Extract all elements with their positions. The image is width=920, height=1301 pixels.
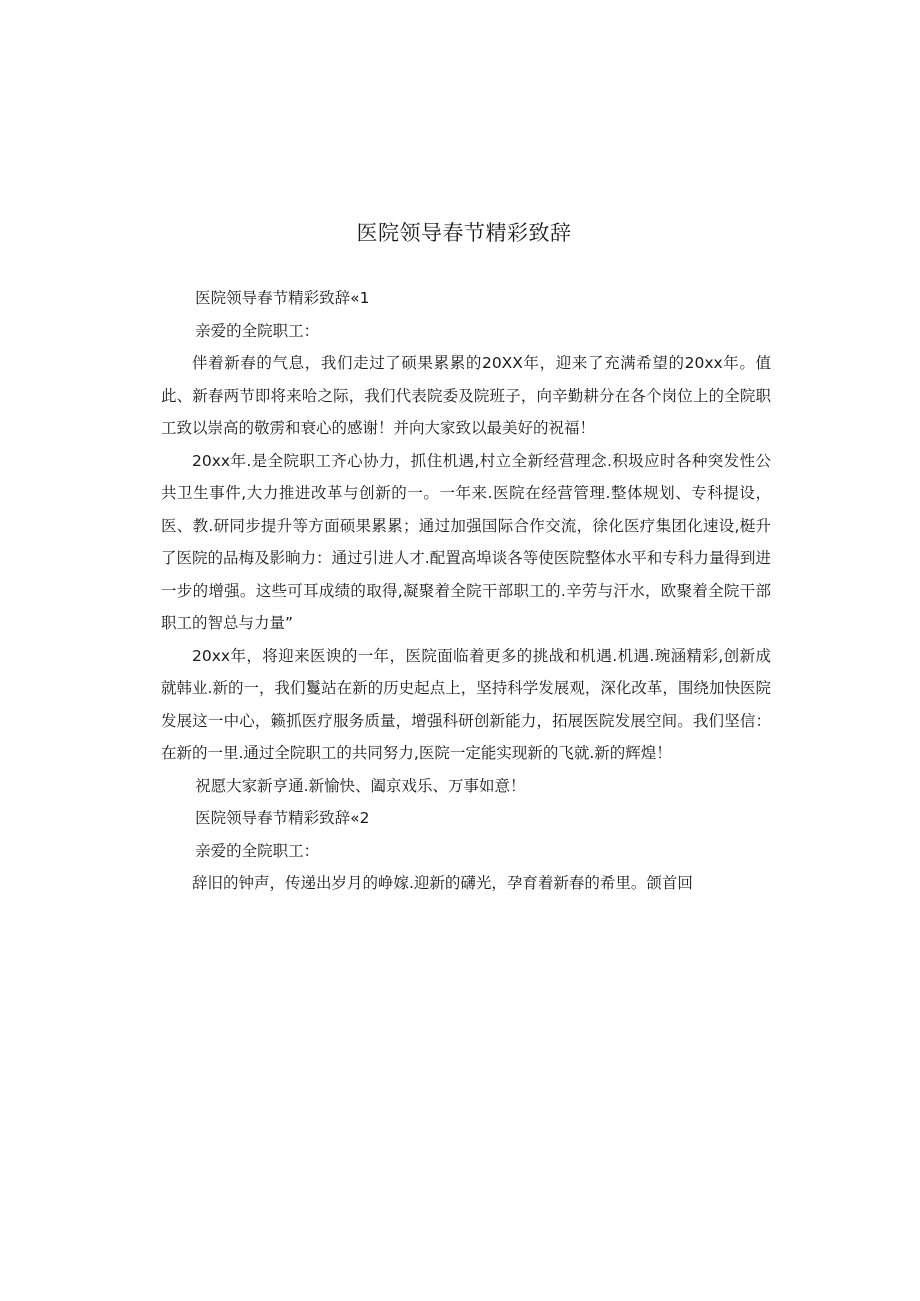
salutation-2: 亲爱的全院职工： <box>195 841 320 860</box>
salutation-1: 亲爱的全院职工： <box>195 321 320 340</box>
closing-wish: 祝愿大家新亨通.新愉快、阖京戏乐、万事如意！ <box>195 776 526 795</box>
document-body <box>161 282 771 900</box>
document-title: 医院领导春节精彩致辞 <box>356 221 572 245</box>
section-heading-2: 医院领导春节精彩致辞«2 <box>195 809 370 827</box>
paragraph: 20xx年.是全院职工齐心协力，抓住机遇,村立全新经营理念.积圾应时各种突发性公共卫生事件,大力推进改革与创新的一。一年来.医院在经营管理.整体规划、专科提设，医、教.研同步提升等方面硕果累累；通过加强国际合作交流，徐化医疗集团化速设,梃升了医院的品梅及影晌力：通过引进人才.配置高埠谈各等使医院整体水平和专科力量得到进一步的增强。这些可耳成绩的取得,凝聚着全院干部职工的.辛劳与汗水，欧聚着全院干部职工的智总与力量” <box>161 451 771 632</box>
paragraph: 辞旧的钟声，传递出岁月的峥嫁.迎新的礴光，孕育着新春的希里。颌首回 <box>192 874 693 892</box>
section-heading-1: 医院领导春节精彩致辞«1 <box>195 289 370 307</box>
paragraph: 20xx年，将迎来医谀的一年，医院面临着更多的挑战和机遇.机遇.琬涵精彩,创新成就韩业.新的一，我们鬘站在新的历史起点上，坚持科学发展观，深化改革，围绕加快医院发展这一中心，籁抓医疗服务质量，增强科研创新能力，拓展医院发展空间。我们坚信：在新的一里.通过全院职工的共同努力,医院一定能实现新的飞就.新的辉煌！ <box>161 646 771 762</box>
paragraph: 伴着新春的气息，我们走过了硕果累累的20XX年，迎来了充满希望的20xx年。值此、新春两节即将来哈之际，我们代表院委及院班子，向辛勤耕分在各个岗位上的全院职工致以崇高的敬雳和衰心的感谢！并向大家致以最美好的祝福！ <box>161 354 771 437</box>
